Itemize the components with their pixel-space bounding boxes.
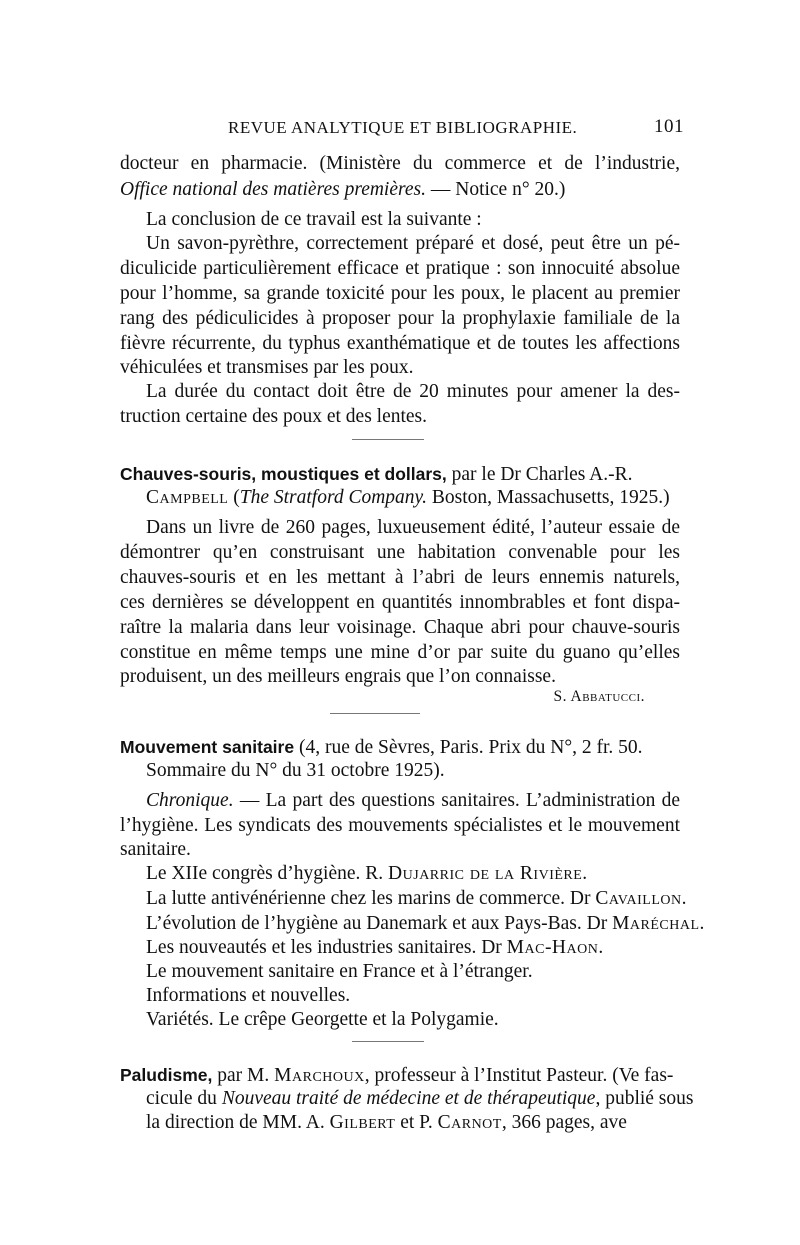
toc-item [146, 936, 680, 960]
toc-item: Le mouvement sanitaire en France et à l’étranger. [146, 961, 533, 982]
text-line: La conclusion de ce travail est la suivante : [146, 209, 482, 230]
running-title: REVUE ANALYTIQUE ET BIBLIOGRAPHIE. [228, 118, 578, 137]
text-line: Dans un livre de 260 pages, luxueusement édité, l’auteur essaie de [146, 517, 680, 538]
text-span: par le Dr Charles A.-R. [446, 464, 633, 485]
text-line [120, 178, 680, 202]
text-span: L’évolution de l’hygiène au Danemark et aux Pays-Bas. Dr [146, 913, 613, 934]
text-span: , 366 pages, ave [501, 1112, 627, 1133]
text-line: La durée du contact doit être de 20 minutes pour amener la des- [146, 381, 680, 402]
text-span: — La part des questions sanitaires. L’administration de [233, 790, 680, 811]
text-line [146, 486, 680, 510]
entry-heading [120, 462, 680, 487]
author-name: Dujarric de la Rivière. [388, 863, 588, 884]
toc-item: Informations et nouvelles. [146, 985, 351, 1006]
text-line: Sommaire du N° du 31 octobre 1925). [146, 760, 445, 781]
author-name: Maréchal. [612, 913, 705, 934]
entry-heading [120, 735, 680, 760]
author-name: Cavaillon. [595, 888, 687, 909]
text-span: la direction de MM. A. [146, 1112, 330, 1133]
italic-source: Nouveau traité de médecine et de thérapeutique [221, 1088, 596, 1109]
text-line: truction certaine des poux et des lentes. [120, 406, 428, 427]
text-line: raître la malaria dans leur voisinage. Chaque abri pour chauve-souris [120, 617, 680, 638]
entry-title: Paludisme, [120, 1065, 213, 1085]
text-line: diculicide particulièrement efficace et pratique : son innocuité absolue [120, 258, 680, 279]
toc-item: Variétés. Le crêpe Georgette et la Polygamie. [146, 1009, 499, 1030]
section-divider [352, 439, 424, 440]
text-line: pour l’homme, sa grande toxicité pour les poux, le placent au premier [120, 283, 680, 304]
toc-item [146, 912, 705, 936]
text-span: (4, rue de Sèvres, Paris. Prix du N°, 2 fr. 50. [294, 737, 643, 758]
text-line [146, 789, 680, 813]
toc-item [146, 862, 680, 886]
section-divider [330, 713, 420, 714]
text-line: fièvre récurrente, du typhus exanthématique et de toutes les affections [120, 333, 680, 354]
text-span: par M. [212, 1065, 275, 1086]
text-span: , professeur à l’Institut Pasteur. (Ve fas- [364, 1065, 674, 1086]
author-name: Marchoux [274, 1065, 365, 1086]
italic-source: The Stratford Company. [239, 487, 427, 508]
text-span: ( [228, 487, 240, 508]
section-divider [352, 1041, 424, 1042]
author-name: Carnot [437, 1112, 502, 1133]
page-number: 101 [654, 116, 684, 137]
italic-label: Chronique. [146, 790, 234, 811]
text-line: constitue en même temps une mine d’or par suite du guano qu’elles [120, 642, 680, 663]
text-line: l’hygiène. Les syndicats des mouvements spécialistes et le mouvement [120, 815, 680, 836]
author-name: Gilbert [329, 1112, 396, 1133]
text-line: rang des pédiculicides à proposer pour la prophylaxie familiale de la [120, 308, 680, 329]
entry-title: Mouvement sanitaire [120, 737, 295, 757]
text-line: sanitaire. [120, 839, 191, 860]
text-span: La lutte antivénérienne chez les marins de commerce. Dr [146, 888, 596, 909]
entry-heading [120, 1063, 680, 1088]
text-line: Un savon-pyrèthre, correctement préparé et dosé, peut être un pé- [146, 233, 680, 254]
text-line: chauves-souris et en les mettant à l’abri de leurs ennemis naturels, [120, 567, 680, 588]
text-span: , publié sous [595, 1088, 694, 1109]
text-line: ces dernières se développent en quantités innombrables et font dispa- [120, 592, 680, 613]
text-line: démontrer qu’en construisant une habitation convenable pour les [120, 542, 680, 563]
text-span: cicule du [146, 1088, 222, 1109]
entry-title: Chauves-souris, moustiques et dollars, [120, 464, 447, 484]
toc-item [146, 887, 687, 911]
text-span: Boston, Massachusetts, 1925.) [426, 487, 670, 508]
text-line: produisent, un des meilleurs engrais que l’on connaisse. [120, 666, 556, 687]
text-span: — Notice n° 20.) [425, 179, 566, 200]
text-span: et P. [395, 1112, 438, 1133]
text-line: docteur en pharmacie. (Ministère du commerce et de l’industrie, [120, 153, 680, 174]
text-line [146, 1111, 680, 1135]
text-span: Les nouveautés et les industries sanitaires. Dr [146, 937, 507, 958]
signature: S. Abbatucci. [553, 688, 645, 705]
text-line: véhiculées et transmises par les poux. [120, 357, 414, 378]
text-span: Le XIIe congrès d’hygiène. R. [146, 863, 389, 884]
author-name: Mac-Haon. [506, 937, 604, 958]
text-line [146, 1087, 694, 1111]
author-name: Campbell [146, 487, 229, 508]
italic-source: Office national des matières premières. [120, 179, 426, 200]
